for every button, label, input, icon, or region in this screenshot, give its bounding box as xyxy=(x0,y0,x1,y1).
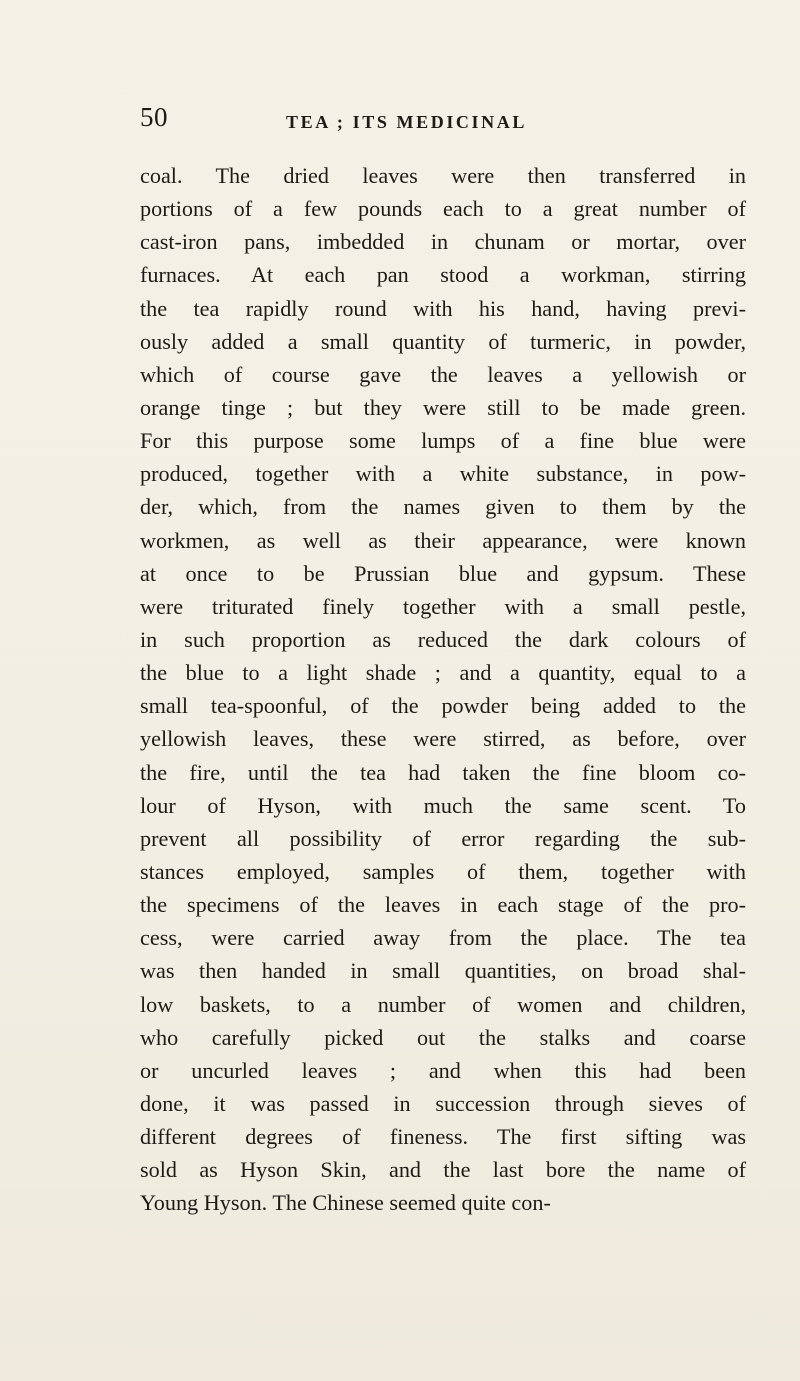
text-line: ously added a small quantity of turmeric, in powder, xyxy=(140,328,746,354)
text-line: the blue to a light shade ; and a quantity, equal to a xyxy=(140,660,746,686)
text-line: or uncurled leaves ; and when this had been xyxy=(140,1057,746,1083)
text-line: lour of Hyson, with much the same scent. To xyxy=(140,792,746,818)
text-line: small tea-spoonful, of the powder being added to the xyxy=(140,693,746,719)
running-head: TEA ; ITS MEDICINAL xyxy=(286,112,527,132)
text-line: low baskets, to a number of women and children, xyxy=(140,991,746,1017)
text-line: cess, were carried away from the place. The tea xyxy=(140,925,746,951)
text-line: in such proportion as reduced the dark colours of xyxy=(140,626,746,652)
text-line: prevent all possibility of error regarding the sub- xyxy=(140,825,746,851)
text-line: furnaces. At each pan stood a workman, stirring xyxy=(140,262,746,288)
text-line: the specimens of the leaves in each stage of the pro- xyxy=(140,892,746,918)
text-line: who carefully picked out the stalks and coarse xyxy=(140,1024,746,1050)
text-line: different degrees of fineness. The first sifting was xyxy=(140,1124,746,1150)
text-line: der, which, from the names given to them by the xyxy=(140,494,746,520)
text-line: For this purpose some lumps of a fine blue were xyxy=(140,428,746,454)
page-number: 50 xyxy=(140,102,168,132)
text-line: the fire, until the tea had taken the fine bloom co- xyxy=(140,759,746,785)
text-line: cast-iron pans, imbedded in chunam or mortar, over xyxy=(140,229,746,255)
page-header xyxy=(140,102,660,136)
text-line: Young Hyson. The Chinese seemed quite con- xyxy=(140,1190,551,1216)
text-line: produced, together with a white substance, in pow- xyxy=(140,461,746,487)
text-line: stances employed, samples of them, together with xyxy=(140,858,746,884)
text-line: yellowish leaves, these were stirred, as before, over xyxy=(140,726,746,752)
text-line: the tea rapidly round with his hand, having previ- xyxy=(140,295,746,321)
text-line: at once to be Prussian blue and gypsum. These xyxy=(140,560,746,586)
body-text xyxy=(140,159,746,1220)
text-line: were triturated finely together with a small pestle, xyxy=(140,593,746,619)
text-line: coal. The dried leaves were then transferred in xyxy=(140,163,746,188)
text-line: was then handed in small quantities, on broad shal- xyxy=(140,958,746,984)
text-line: orange tinge ; but they were still to be made green. xyxy=(140,394,746,420)
text-line: done, it was passed in succession through sieves of xyxy=(140,1090,746,1116)
text-line: sold as Hyson Skin, and the last bore the name of xyxy=(140,1157,746,1183)
text-line: which of course gave the leaves a yellowish or xyxy=(140,361,746,387)
text-line: workmen, as well as their appearance, were known xyxy=(140,527,746,553)
text-line: portions of a few pounds each to a great number of xyxy=(140,196,746,222)
